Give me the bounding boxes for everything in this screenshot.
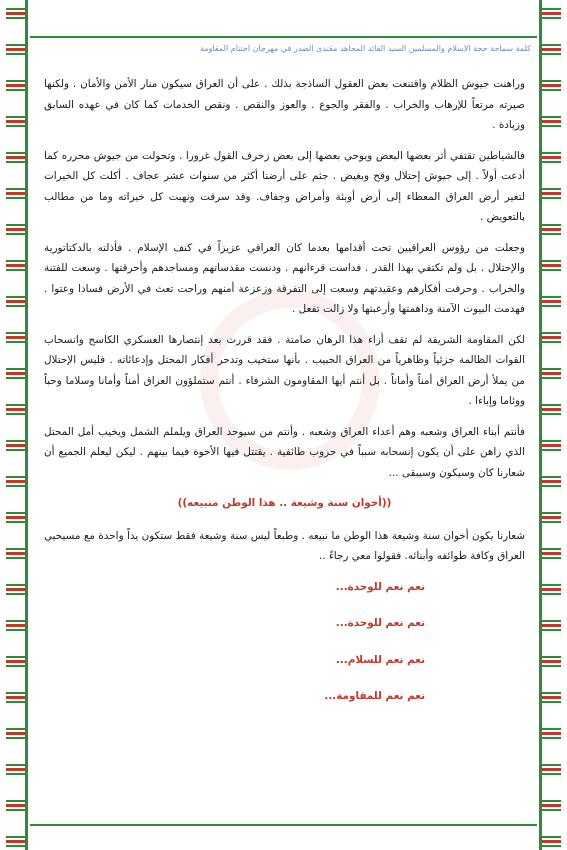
closing-paragraph: شعارنا يكون أخوان سنة وشيعة هذا الوطن ما نبيعه . وطبعاً ليس سنة وشيعة فقط ستكون يداً واحدة مع مسيحيي العراق وكافة طوائفه وأبنائه. فقولوا معي رجاءً .. [44, 529, 525, 562]
left-decorative-border [6, 0, 28, 850]
paragraph: وجعلت من رؤوس العراقيين تحت أقدامها بعدما كان العراقي عزيزاً في كنف الإسلام . فأذلته بالدكتاتورية والإحتلال . بل ولم تكتفي بهذا القدر . فداست قرءانهم . ودنست مقدساتهم ومساجدهم وأحرقتها . وسعت للفتنة والخراب . وحرفت أفكارهم وعقيدتهم وسعت إلى التفرقة وزعزعة أمنهم وراحت تعث في الأرض فسادا وعتوا . فهدمت البيوت الآمنة وداهمتها وأرعبتها ولا زالت تفعل . [44, 241, 525, 315]
chant-line: نعم نعم للوحدة... [335, 580, 425, 593]
chant-line: نعم نعم للسلام... [335, 653, 425, 666]
paragraph: فأنتم أبناء العراق وشعبه وهم أعداء العراق وشعبه . وأنتم من سيوحد العراق ويلملم الشمل ويخيب أمل المحتل الذي راهن على أن يكون إنسحابه سبباً في حروب طائفية . يقتتل فيها الأخوة فيما بينهم . ليكن ليعلم الجميع أن شعارنا كان وسيكون وسيبقى ... [44, 425, 525, 479]
right-decorative-border [539, 0, 561, 850]
top-divider [30, 36, 537, 38]
chant-line: نعم نعم للوحدة... [335, 617, 425, 629]
document-body [44, 74, 525, 723]
paragraph: فالشياطين تقتفي أثر بعضها البعض ويوحي بعضها إلى بعض زخرف القول غرورا . وتحولت من جيوش محرره كما أدعت أولاً . إلى جيوش إحتلال وقح وبغيض . جثم على أرضنا أكثر من سنوات عشر عجاف . أكلت كل الخيرات لتغير أرض العراق المعطاء إلى أرض أوبئة وأمراض وجفاف. وقد سرقت ونهبت كل خيراته وما من مطالب بالتعويض . [44, 149, 525, 223]
page-header: كلمة سماحة حجة الاسلام والمسلمين السيد القائد المجاهد مقتدى الصدر في مهرجان اختتام المقاومة [200, 44, 531, 53]
paragraph: لكن المقاومة الشريفة لم تقف أزاء هذا الرهان صامتة . فقد قررت بعد إنتصارها العسكري الكاسح وانسحاب القوات الظالمة جزئياً وظاهرياً من العراق الحبيب . بأنها ستخيب وتدحر أفكار المحتل وإدعائاته . فليس الإحتلال من يملأ أرض العراق أمناً وأماناً . بل أنتم أيها المقاومون الشرفاء . أنتم ستملؤون العراق أمناً وأمانا وسلاما وحباً ووئاما وإباءا . [44, 333, 525, 407]
chant-line: نعم نعم للمقاومة... [324, 690, 425, 702]
paragraph: وراهنت جيوش الظلام واقتنعت بعض العقول الساذجة بذلك . على أن العراق سيكون منار الأمن والأمان . ولكنها صيرته مرتعاً للإرهاب والخراب . والفقر والجوع . والعوز والنقص . ونقص الخدمات كما كان في عهده السابق وزيادة . [44, 78, 525, 131]
bottom-divider [30, 824, 537, 826]
slogan: ((أخوان سنة وشيعة .. هذا الوطن منبيعه)) [177, 497, 392, 509]
